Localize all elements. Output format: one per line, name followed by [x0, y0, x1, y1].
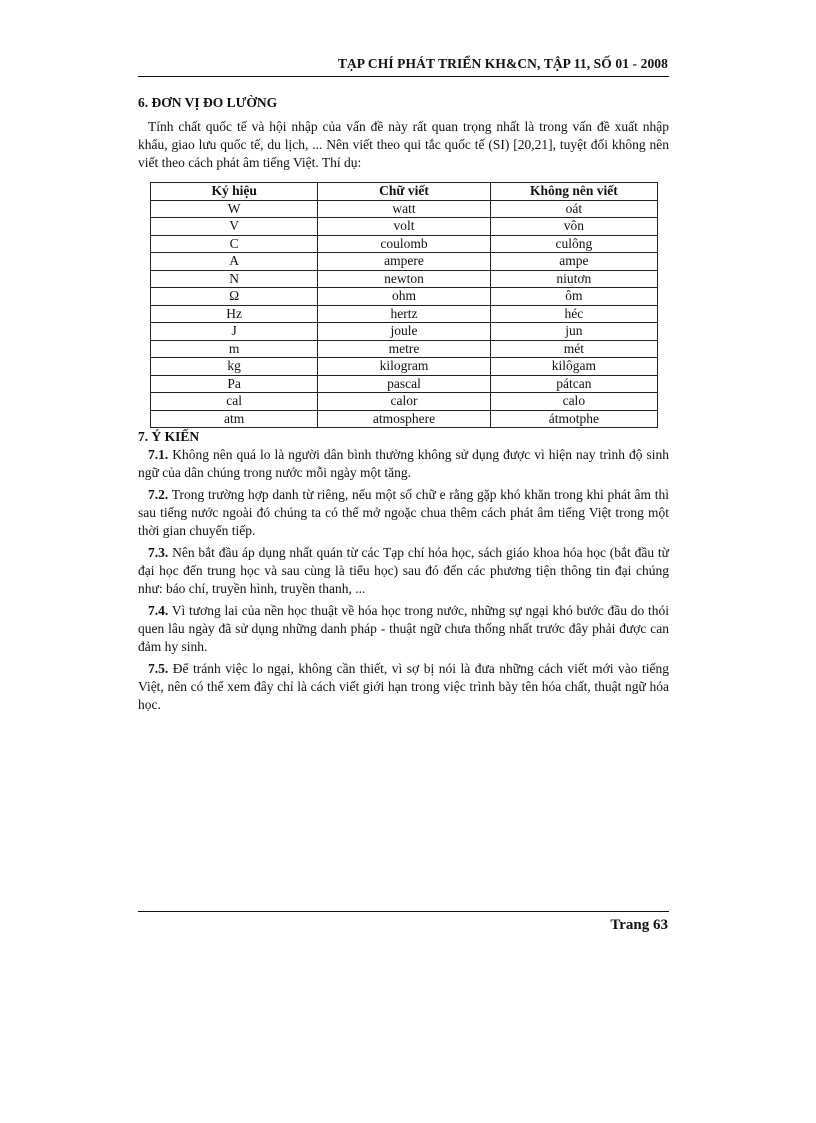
- cell-avoid: ôm: [490, 288, 657, 306]
- table-row: [151, 410, 658, 428]
- table-row: [151, 288, 658, 306]
- cell-spelling: ohm: [318, 288, 490, 306]
- cell-symbol: W: [151, 200, 318, 218]
- cell-avoid: vôn: [490, 218, 657, 236]
- section-7-heading: 7. Ý KIẾN: [138, 429, 200, 444]
- cell-spelling: volt: [318, 218, 490, 236]
- cell-avoid: ampe: [490, 253, 657, 271]
- opinion-number: 7.3.: [148, 545, 169, 560]
- cell-symbol: kg: [151, 358, 318, 376]
- table-row: [151, 200, 658, 218]
- cell-spelling: calor: [318, 393, 490, 411]
- opinion-text: Vì tương lai của nền học thuật về hóa học trong nước, những sự ngại khó bước đầu do thói quen lâu ngày đã sử dụng những danh pháp - thuật ngữ chưa thống nhất trước đây phải được can đảm hy sinh.: [138, 603, 669, 654]
- journal-header-title: TẠP CHÍ PHÁT TRIỂN KH&CN, TẬP 11, SỐ 01 - 2008: [337, 56, 668, 71]
- cell-symbol: C: [151, 235, 318, 253]
- cell-avoid: mét: [490, 340, 657, 358]
- page-number: Trang 63: [610, 917, 668, 933]
- header-symbol: Ký hiệu: [151, 183, 318, 201]
- cell-avoid: átmotphe: [490, 410, 657, 428]
- footer-rule: [138, 911, 669, 912]
- cell-avoid: pátcan: [490, 375, 657, 393]
- table-row: [151, 358, 658, 376]
- opinion-item-7-1: [138, 446, 669, 482]
- cell-spelling: kilogram: [318, 358, 490, 376]
- opinion-text: Trong trường hợp danh từ riêng, nếu một số chữ e rằng gặp khó khăn trong khi phát âm thì sau tiếng nước ngoài đó chúng ta có thể mở ngoặc chua thêm cách phát âm tiếng Việt trong một thời gian chuyển tiếp.: [138, 487, 669, 538]
- header-spelling: Chữ viết: [318, 183, 490, 201]
- opinion-text: Không nên quá lo là người dân bình thường không sử dụng được vì hiện nay trình độ sinh ngữ của dân chúng trong nước mỗi ngày một tăng.: [138, 447, 669, 480]
- opinion-item-7-5: [138, 660, 669, 714]
- cell-spelling: metre: [318, 340, 490, 358]
- cell-spelling: atmosphere: [318, 410, 490, 428]
- table-row: [151, 270, 658, 288]
- cell-symbol: N: [151, 270, 318, 288]
- cell-spelling: hertz: [318, 305, 490, 323]
- cell-avoid: héc: [490, 305, 657, 323]
- opinion-number: 7.4.: [148, 603, 169, 618]
- cell-avoid: jun: [490, 323, 657, 341]
- cell-symbol: Hz: [151, 305, 318, 323]
- cell-avoid: culông: [490, 235, 657, 253]
- cell-spelling: pascal: [318, 375, 490, 393]
- opinion-text: Nên bắt đầu áp dụng nhất quán từ các Tạp chí hóa học, sách giáo khoa hóa học (bắt đầu từ đại học đến trung học và sau cùng là tiểu học) sau đó đến các phương tiện thông tin đại chúng như: báo chí, truyền hình, truyền thanh, ...: [138, 545, 669, 596]
- cell-spelling: joule: [318, 323, 490, 341]
- cell-symbol: Pa: [151, 375, 318, 393]
- cell-symbol: atm: [151, 410, 318, 428]
- opinion-number: 7.5.: [148, 661, 169, 676]
- units-table-header-row: [151, 183, 658, 201]
- cell-spelling: ampere: [318, 253, 490, 271]
- table-row: [151, 393, 658, 411]
- opinion-text: Để tránh việc lo ngại, không cần thiết, vì sợ bị nói là đưa những cách viết mới vào tiếng Việt, nên có thể xem đây chỉ là cách viết giới hạn trong việc trình bày tên hóa chất, thuật ngữ hóa học.: [138, 661, 669, 712]
- table-row: [151, 218, 658, 236]
- header-rule: [138, 76, 669, 77]
- cell-avoid: kilôgam: [490, 358, 657, 376]
- cell-symbol: A: [151, 253, 318, 271]
- table-row: [151, 375, 658, 393]
- cell-symbol: Ω: [151, 288, 318, 306]
- opinion-item-7-2: [138, 486, 669, 540]
- opinion-item-7-3: [138, 544, 669, 598]
- header-avoid: Không nên viết: [490, 183, 657, 201]
- cell-avoid: niutơn: [490, 270, 657, 288]
- table-row: [151, 340, 658, 358]
- table-row: [151, 305, 658, 323]
- opinion-item-7-4: [138, 602, 669, 656]
- cell-symbol: cal: [151, 393, 318, 411]
- cell-symbol: V: [151, 218, 318, 236]
- cell-spelling: coulomb: [318, 235, 490, 253]
- cell-avoid: calo: [490, 393, 657, 411]
- table-row: [151, 323, 658, 341]
- section-6-heading: 6. ĐƠN VỊ ĐO LƯỜNG: [138, 95, 278, 110]
- table-row: [151, 253, 658, 271]
- cell-symbol: m: [151, 340, 318, 358]
- table-row: [151, 235, 658, 253]
- section-6-intro: Tính chất quốc tế và hội nhập của vấn đề này rất quan trọng nhất là trong vấn đề xuất nhập khẩu, giao lưu quốc tế, du lịch, ... Nên viết theo qui tắc quốc tế (SI) [20,21], tuyệt đối không nên viết theo cách phát âm tiếng Việt. Thí dụ:: [138, 119, 669, 170]
- page-content: [138, 94, 669, 718]
- cell-symbol: J: [151, 323, 318, 341]
- cell-spelling: watt: [318, 200, 490, 218]
- opinion-number: 7.2.: [148, 487, 169, 502]
- cell-spelling: newton: [318, 270, 490, 288]
- units-table: [150, 182, 658, 428]
- cell-avoid: oát: [490, 200, 657, 218]
- opinion-number: 7.1.: [148, 447, 169, 462]
